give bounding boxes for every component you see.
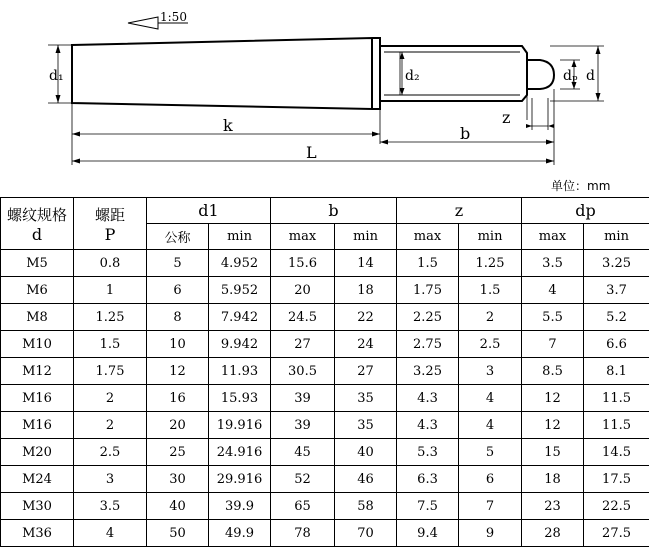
- table-cell: 12: [522, 385, 584, 412]
- table-cell: 4: [522, 277, 584, 304]
- table-cell: 16: [147, 385, 209, 412]
- table-cell: 1.5: [397, 250, 459, 277]
- table-cell: 9.942: [209, 331, 271, 358]
- table-cell: 50: [147, 520, 209, 547]
- table-cell: 5.2: [584, 304, 649, 331]
- table-cell: 27: [271, 331, 335, 358]
- table-cell: M20: [1, 439, 74, 466]
- table-cell: 4: [74, 520, 147, 547]
- table-cell: 39: [271, 385, 335, 412]
- table-cell: 3: [74, 466, 147, 493]
- dimension-table: [0, 197, 649, 547]
- table-cell: 1.25: [74, 304, 147, 331]
- table-cell: 1.25: [459, 250, 522, 277]
- table-cell: 6.6: [584, 331, 649, 358]
- table-cell: 19.916: [209, 412, 271, 439]
- table-cell: 10: [147, 331, 209, 358]
- table-cell: 8: [147, 304, 209, 331]
- table-cell: 30: [147, 466, 209, 493]
- table-cell: 4: [459, 385, 522, 412]
- table-cell: 28: [522, 520, 584, 547]
- table-cell: M24: [1, 466, 74, 493]
- table-cell: 2: [74, 385, 147, 412]
- taper-pin-drawing: [0, 0, 649, 196]
- table-cell: 4.952: [209, 250, 271, 277]
- label-k: k: [223, 116, 233, 135]
- table-cell: 2.75: [397, 331, 459, 358]
- table-cell: M10: [1, 331, 74, 358]
- table-cell: 2: [459, 304, 522, 331]
- table-cell: 2: [74, 412, 147, 439]
- header-d1: d1: [147, 198, 271, 224]
- table-cell: 52: [271, 466, 335, 493]
- header-pitch: [74, 198, 147, 250]
- subheader-min: min: [584, 224, 649, 250]
- table-cell: 5.952: [209, 277, 271, 304]
- table-row: [1, 493, 649, 520]
- table-cell: M8: [1, 304, 74, 331]
- table-cell: 3.5: [522, 250, 584, 277]
- header-pitch-symbol: P: [104, 224, 116, 244]
- table-cell: 78: [271, 520, 335, 547]
- label-d2: d₂: [405, 68, 420, 84]
- table-cell: 29.916: [209, 466, 271, 493]
- table-cell: 1.75: [74, 358, 147, 385]
- table-cell: 7.942: [209, 304, 271, 331]
- table-row: [1, 358, 649, 385]
- table-cell: 7.5: [397, 493, 459, 520]
- table-cell: 3: [459, 358, 522, 385]
- table-row: [1, 304, 649, 331]
- table-cell: M5: [1, 250, 74, 277]
- table-cell: 30.5: [271, 358, 335, 385]
- table-cell: 35: [335, 412, 397, 439]
- header-dp: dp: [522, 198, 649, 224]
- table-cell: 35: [335, 385, 397, 412]
- table-cell: 18: [335, 277, 397, 304]
- subheader-nominal: 公称: [147, 224, 209, 250]
- table-cell: 20: [147, 412, 209, 439]
- table-cell: 49.9: [209, 520, 271, 547]
- table-cell: 9.4: [397, 520, 459, 547]
- subheader-max: max: [397, 224, 459, 250]
- header-z: z: [397, 198, 522, 224]
- table-cell: M16: [1, 412, 74, 439]
- header-row-1: [1, 198, 649, 224]
- table-cell: 39.9: [209, 493, 271, 520]
- table-cell: 15: [522, 439, 584, 466]
- taper-body: [72, 38, 372, 109]
- table-row: [1, 412, 649, 439]
- table-row: [1, 385, 649, 412]
- table-cell: 70: [335, 520, 397, 547]
- table-cell: 6: [147, 277, 209, 304]
- dog-point: [527, 60, 554, 89]
- table-cell: 1: [74, 277, 147, 304]
- header-pitch-label: 螺距: [94, 205, 125, 224]
- table-cell: 24: [335, 331, 397, 358]
- table-row: [1, 331, 649, 358]
- table-cell: 1.5: [74, 331, 147, 358]
- table-cell: 6.3: [397, 466, 459, 493]
- table-cell: 58: [335, 493, 397, 520]
- table-cell: 40: [147, 493, 209, 520]
- table-cell: 3.7: [584, 277, 649, 304]
- table-cell: M36: [1, 520, 74, 547]
- table-cell: 11.5: [584, 412, 649, 439]
- table-cell: 0.8: [74, 250, 147, 277]
- label-z: z: [502, 108, 511, 127]
- table-cell: 2.5: [74, 439, 147, 466]
- label-dp: dₚ: [563, 68, 578, 84]
- table-cell: 24.5: [271, 304, 335, 331]
- table-cell: 22.5: [584, 493, 649, 520]
- table-cell: 3.25: [397, 358, 459, 385]
- table-cell: 20: [271, 277, 335, 304]
- subheader-min: min: [209, 224, 271, 250]
- table-cell: 17.5: [584, 466, 649, 493]
- table-cell: 7: [459, 493, 522, 520]
- table-cell: 25: [147, 439, 209, 466]
- table-cell: 27.5: [584, 520, 649, 547]
- table-cell: M30: [1, 493, 74, 520]
- header-b: b: [271, 198, 397, 224]
- table-cell: 15.93: [209, 385, 271, 412]
- table-cell: 2.5: [459, 331, 522, 358]
- step-shoulder: [372, 38, 380, 109]
- table-cell: 11.5: [584, 385, 649, 412]
- table-cell: 27: [335, 358, 397, 385]
- table-cell: 2.25: [397, 304, 459, 331]
- table-row: [1, 520, 649, 547]
- label-b: b: [460, 124, 471, 143]
- table-cell: 4.3: [397, 385, 459, 412]
- table-cell: 45: [271, 439, 335, 466]
- table-cell: 14.5: [584, 439, 649, 466]
- table-cell: 14: [335, 250, 397, 277]
- table-cell: 46: [335, 466, 397, 493]
- table-row: [1, 277, 649, 304]
- table-cell: 5.3: [397, 439, 459, 466]
- header-thread-spec-symbol: d: [31, 224, 43, 244]
- table-cell: 3.5: [74, 493, 147, 520]
- table-cell: 12: [147, 358, 209, 385]
- table-cell: 7: [522, 331, 584, 358]
- label-d: d: [586, 68, 595, 84]
- header-thread-spec-label: 螺纹规格: [6, 205, 67, 224]
- table-cell: 15.6: [271, 250, 335, 277]
- table-cell: 8.1: [584, 358, 649, 385]
- table-cell: M6: [1, 277, 74, 304]
- table-cell: 24.916: [209, 439, 271, 466]
- subheader-max: max: [522, 224, 584, 250]
- table-cell: 4: [459, 412, 522, 439]
- taper-label: 1:50: [160, 10, 187, 24]
- table-cell: 40: [335, 439, 397, 466]
- table-cell: 3.25: [584, 250, 649, 277]
- table-cell: 23: [522, 493, 584, 520]
- header-thread-spec: [1, 198, 74, 250]
- label-d1: d₁: [49, 68, 64, 84]
- table-cell: 65: [271, 493, 335, 520]
- table-cell: 5: [459, 439, 522, 466]
- table-cell: 8.5: [522, 358, 584, 385]
- table-body: [1, 250, 649, 547]
- table-cell: M16: [1, 385, 74, 412]
- table-cell: 22: [335, 304, 397, 331]
- table-cell: 1.75: [397, 277, 459, 304]
- table-cell: 11.93: [209, 358, 271, 385]
- table-row: [1, 466, 649, 493]
- unit-label: 单位：mm: [551, 179, 611, 193]
- subheader-min: min: [335, 224, 397, 250]
- table-cell: 9: [459, 520, 522, 547]
- table-row: [1, 439, 649, 466]
- table-cell: 5.5: [522, 304, 584, 331]
- table-cell: 1.5: [459, 277, 522, 304]
- table-cell: 12: [522, 412, 584, 439]
- table-cell: 4.3: [397, 412, 459, 439]
- table-cell: 6: [459, 466, 522, 493]
- table-cell: 18: [522, 466, 584, 493]
- subheader-min: min: [459, 224, 522, 250]
- label-L: L: [306, 143, 317, 162]
- subheader-max: max: [271, 224, 335, 250]
- table-cell: M12: [1, 358, 74, 385]
- table-cell: 39: [271, 412, 335, 439]
- table-cell: 5: [147, 250, 209, 277]
- table-row: [1, 250, 649, 277]
